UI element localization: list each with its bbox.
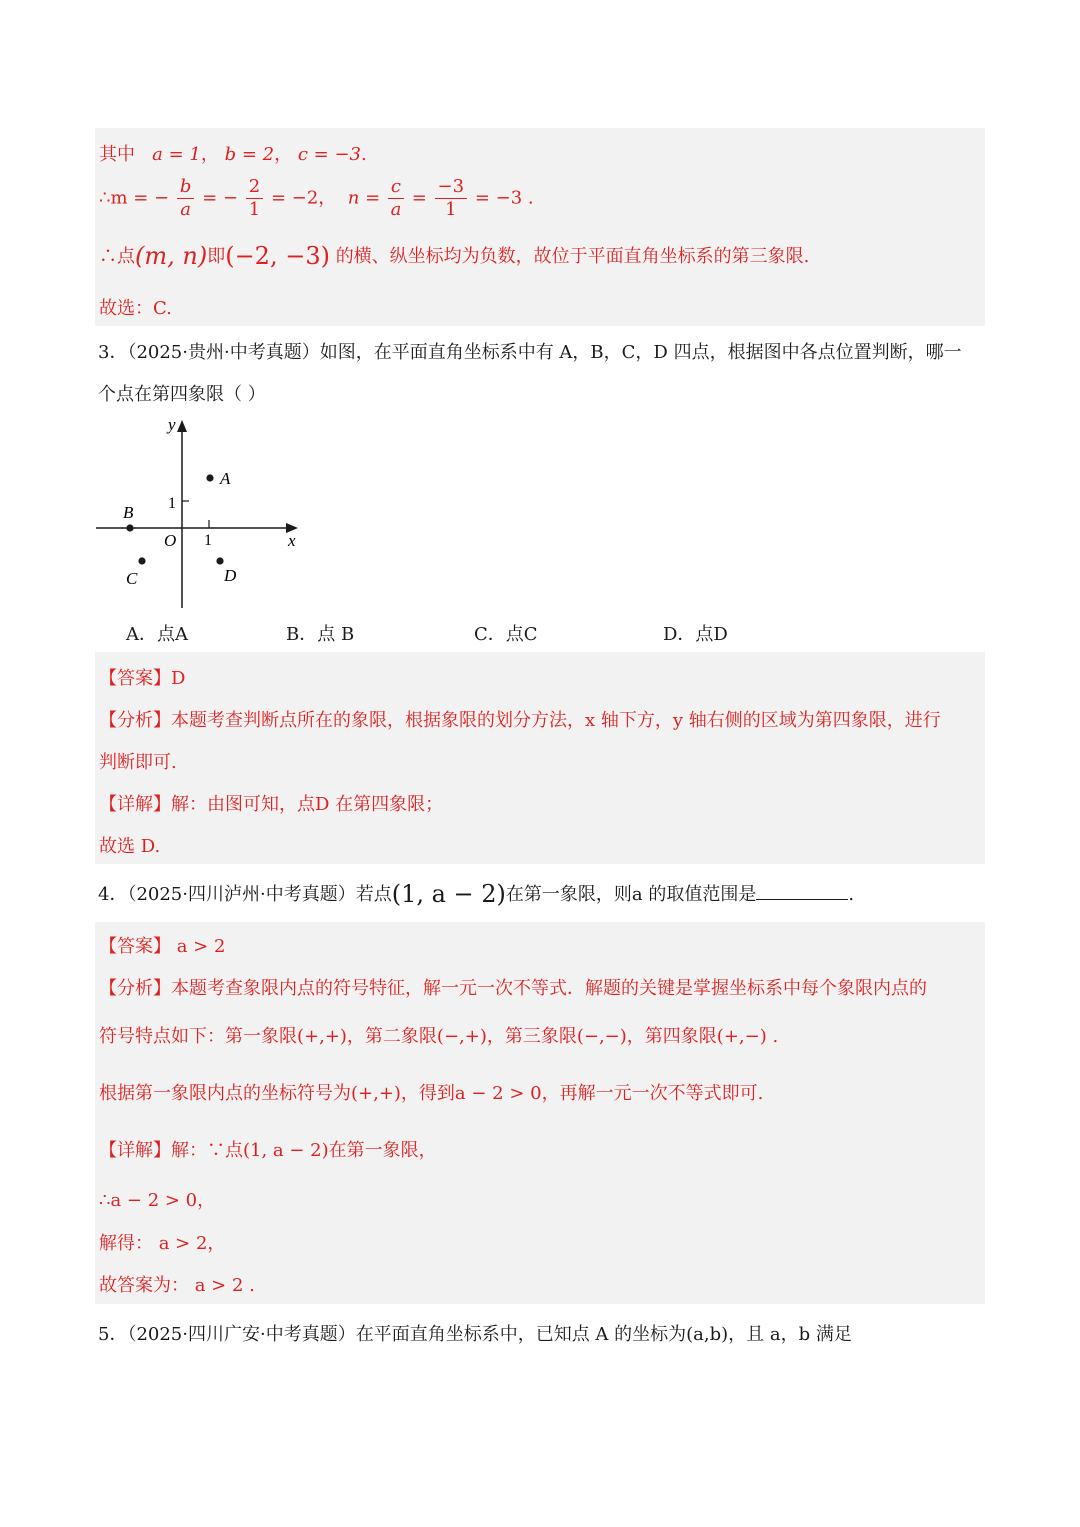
- point-a-label: A: [220, 469, 231, 488]
- q3-answer: 【答案】D: [99, 668, 186, 689]
- point-c: [138, 557, 145, 564]
- option-c: C．点C: [474, 624, 538, 645]
- point-c-label: C: [126, 569, 138, 588]
- q4-step2: 解得： a > 2，: [99, 1233, 226, 1254]
- q3-analysis-line2: 判断即可.: [99, 752, 177, 773]
- x-one-label: 1: [204, 532, 212, 549]
- origin-label: O: [164, 531, 177, 550]
- point-a: [206, 474, 213, 481]
- point-d-label: D: [224, 566, 237, 585]
- point-b-label: B: [123, 503, 134, 522]
- option-d: D．点D: [663, 624, 728, 645]
- answer-block-q3: [95, 652, 985, 864]
- answer-block-q4: [95, 922, 985, 1304]
- answer-block-q2: [95, 128, 985, 326]
- y-axis-label: y: [168, 415, 176, 434]
- coordinate-figure: [92, 412, 312, 612]
- solution-line-coefficients: 其中 a = 1， b = 2， c = −3.: [99, 144, 367, 165]
- q5-stem: 5．（2025·四川广安·中考真题）在平面直角坐标系中，已知点 A 的坐标为(a,b)，且 a，b 满足: [98, 1324, 852, 1345]
- q4-step1: ∴a − 2 > 0，: [99, 1190, 216, 1211]
- solution-line-quadrant: ∴点(m, n)即(−2, −3) 的横、纵坐标均为负数，故位于平面直角坐标系的第三象限.: [99, 242, 810, 270]
- y-axis-arrow: [177, 420, 187, 432]
- point-b: [126, 524, 133, 531]
- q3-analysis-line1: 【分析】本题考查判断点所在的象限，根据象限的划分方法，x 轴下方，y 轴右侧的区域为第四象限，进行: [99, 710, 941, 731]
- q3-stem-line1: 3．（2025·贵州·中考真题）如图，在平面直角坐标系中有 A，B，C，D 四点，根据图中各点位置判断，哪一: [98, 342, 962, 363]
- option-b: B．点 B: [286, 624, 355, 645]
- q3-stem-line2: 个点在第四象限（ ）: [98, 384, 266, 405]
- option-a: A．点A: [126, 624, 188, 645]
- q3-choice: 故选 D.: [99, 836, 161, 857]
- x-axis-label: x: [288, 531, 296, 550]
- q4-analysis-line2: 符号特点如下：第一象限(+,+)，第二象限(−,+)，第三象限(−,−)，第四象限(+,−) .: [99, 1026, 779, 1047]
- solution-line-choice: 故选：C.: [99, 298, 172, 319]
- point-d: [216, 557, 223, 564]
- q4-detail: 【详解】解：∵点(1, a − 2)在第一象限，: [99, 1140, 437, 1161]
- q3-detail: 【详解】解：由图可知，点D 在第四象限；: [99, 794, 444, 815]
- answer-blank: [756, 883, 848, 900]
- q4-analysis-line1: 【分析】本题考查象限内点的符号特征，解一元一次不等式．解题的关键是掌握坐标系中每个象限内点的: [99, 978, 927, 999]
- y-one-label: 1: [168, 495, 176, 512]
- q4-analysis-line3: 根据第一象限内点的坐标符号为(+,+)，得到a − 2 > 0，再解一元一次不等式即可.: [99, 1083, 764, 1104]
- q4-stem: 4．（2025·四川泸州·中考真题）若点(1, a − 2)在第一象限，则a 的取值范围是 .: [98, 880, 855, 908]
- q4-answer: 【答案】 a > 2: [99, 936, 226, 957]
- solution-line-mn: ∴m = − $\frac{b}{a}$ = − $\frac{2}{1}$ = −2， n = $\frac{c}{a}$ = $\frac{-3}{1}$ = −3 .: [99, 176, 534, 220]
- q4-final: 故答案为： a > 2 .: [99, 1275, 255, 1296]
